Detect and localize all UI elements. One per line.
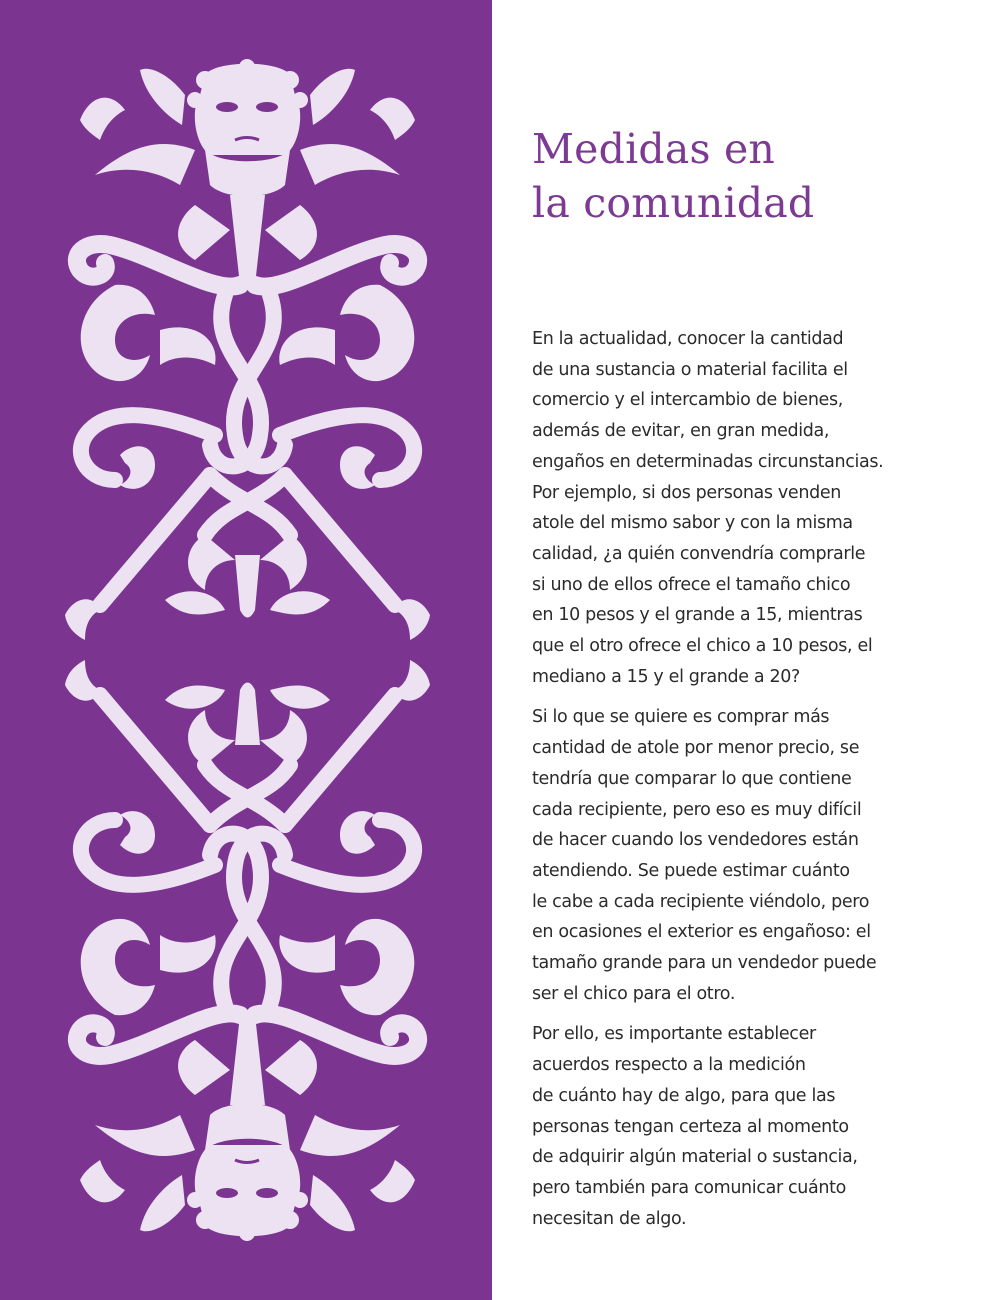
- paragraph-3: Por ello, es importante establecer acuerdos respecto a la medición de cuánto hay de algo, para que las personas tengan certeza al momento de adquirir algún material o sustancia, pero también para comunicar cuánto necesitan de algo.: [532, 1024, 858, 1229]
- decorative-panel: [0, 0, 492, 1300]
- page-title: Medidas en la comunidad: [532, 125, 815, 227]
- paragraph-1: En la actualidad, conocer la cantidad de una sustancia o material facilita el comercio y el intercambio de bienes, además de evitar, en gran medida, engaños en determinadas circunstancias. Por ejemplo, si dos personas venden atole del mismo sabor y con la misma calidad, ¿a quién convendría comprarle si uno de ellos ofrece el tamaño chico en 10 pesos y el grande a 15, mientras que el otro ofrece el chico a 10 pesos, el mediano a 15 y el grande a 20?: [532, 329, 884, 687]
- article-body: [532, 324, 952, 1244]
- article-panel: [492, 0, 986, 1300]
- paragraph-2: Si lo que se quiere es comprar más cantidad de atole por menor precio, se tendría que comparar lo que contiene cada recipiente, pero eso es muy difícil de hacer cuando los vendedores están atendiendo. Se puede estimar cuánto le cabe a cada recipiente viéndolo, pero en ocasiones el exterior es engañoso: el tamaño grande para un vendedor puede ser el chico para el otro.: [532, 707, 877, 1004]
- baroque-ornament-icon: [55, 55, 440, 1245]
